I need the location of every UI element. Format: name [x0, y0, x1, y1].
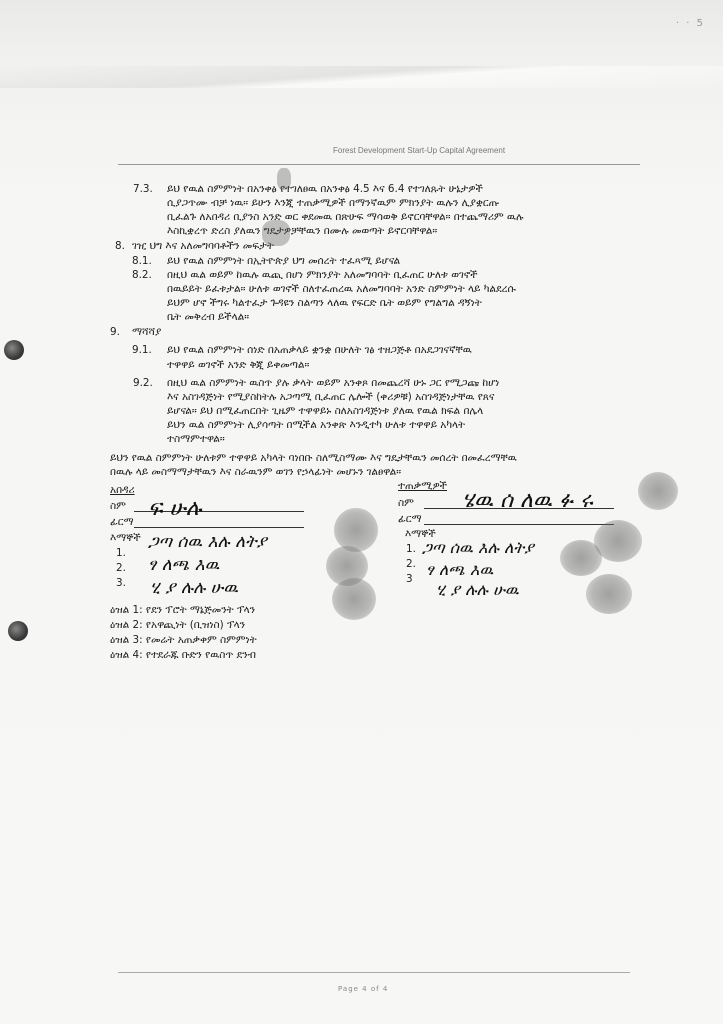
right-thumbprint: [638, 472, 678, 510]
clause-number: 7.3.: [133, 183, 153, 195]
page-number: Page 4 of 4: [338, 985, 389, 993]
clause-number: 8.2.: [132, 269, 152, 281]
clause-text: ማሻሻያ: [132, 326, 162, 338]
left-signature: ፍ ሁሉ: [148, 496, 202, 521]
left-sign-label: ፊርማ: [110, 516, 134, 528]
right-party-label: ተጠቃሚዎች: [398, 480, 448, 492]
left-witness-num: 2.: [116, 562, 126, 574]
header-title: Forest Development Start-Up Capital Agreement: [333, 146, 506, 155]
right-thumbprint: [586, 574, 632, 614]
clause-number: 8.: [115, 240, 125, 252]
left-thumbprint: [332, 578, 376, 620]
clause-text: እስኪቋረጥ ድረስ ያለዉን ግዴታዎቻቸዉን በሙሉ መወጣት ይኖርባቸዋል።: [167, 225, 438, 237]
clause-text: ተስማምተዋል።: [167, 433, 225, 445]
clause-text: ይሆናል። ይህ በሚፈጠርበት ጊዜም ተዋዋይኑ ስለአስገዳጅነቱ ያለዉ የዉል ክፍል በሌላ: [167, 405, 484, 417]
clause-number: 9.1.: [132, 344, 152, 356]
clause-text: ቢፈልጉ ለአበዳሪ ቢያንስ አንድ ወር ቀደመዉ በጽሁፍ ማሳወቅ ይኖርባቸዋል። በተጨማሪም ዉሉ: [167, 211, 524, 223]
clause-text: ቤት መቅረብ ይችላል።: [167, 311, 250, 323]
annex-item: ዕዝል 2: የአዋጪነት (ቢዝነስ) ፕላን: [110, 619, 246, 631]
punch-hole-bottom: [8, 621, 28, 641]
corner-mark: · · 5: [675, 18, 705, 29]
left-party-label: አበዳሪ: [110, 484, 135, 496]
right-witness-signature: ጋጣ ሰዉ እሉ ለትያ: [422, 538, 534, 557]
left-name-label: ስም: [110, 500, 126, 512]
left-witness-label: እማኞች: [110, 532, 141, 544]
clause-text: በዉይይት ይፈቱታል። ሁለቱ ወገኖች ስለተፈጠረዉ አለመግባባት አንድ ስምምነት ላይ ካልደረሱ: [167, 283, 516, 295]
clause-text: ገዢ ህግ እና አለመግባባቶችን መፍታት: [132, 240, 274, 252]
right-thumbprint: [560, 540, 602, 576]
ink-smudge: [277, 168, 291, 190]
right-name-label: ስም: [398, 497, 414, 509]
right-sign-line: [424, 524, 614, 525]
right-witness-signature: ፃ ለጫ እዉ: [426, 560, 494, 579]
header-rule: [118, 164, 640, 165]
annex-item: ዕዝል 3: የመሬት አጠቃቀም ስምምነት: [110, 634, 257, 646]
right-witness-label: እማኞች: [405, 528, 436, 540]
right-witness-num: 2.: [406, 558, 416, 570]
right-signature: ሄዉ ሰ ለዉ ፉ ሩ: [462, 488, 593, 513]
clause-number: 8.1.: [132, 255, 152, 267]
clause-text: ይህ የዉል ስምምነት በአንቀፅ የተገለፀዉ በአንቀፅ 4.5 እና 6.4 የተገለጹት ሁኔታዎች: [167, 183, 483, 195]
clause-text: ይህም ሆኖ ችግሩ ካልተፈታ ጉዳዩን ስልጣን ላለዉ የፍርድ ቤት ወይም የግልግል ዳኝነት: [167, 297, 482, 309]
clause-text: በዚህ ዉል ወይም ከዉሉ ዉጪ በሆነ ምክንያት አለመግባባት ቢፈጠር ሁለቱ ወገኖች: [167, 269, 478, 281]
paper-fold: [0, 66, 723, 88]
clause-number: 9.: [110, 326, 120, 338]
clause-text: ይህ የዉል ስምምነት በኢትዮጵያ ህግ መሰረት ተፈጻሚ ይሆናል: [167, 255, 401, 267]
footer-rule: [118, 972, 630, 973]
right-witness-signature: ሂ ያ ሉሉ ሁዉ: [436, 580, 519, 599]
clause-text: በዚህ ዉል ስምምነት ዉስጥ ያሉ ቃላት ወይም አንቀጾ በመጨረሻ ሁኑ ጋር የሚጋጩ ከሆነ: [167, 377, 500, 389]
left-sign-line: [134, 527, 304, 528]
annex-item: ዕዝል 4: የተደራጁ ቡድን የዉስጥ ደንብ: [110, 649, 256, 661]
right-witness-num: 1.: [406, 543, 416, 555]
closing-line: ይህን የዉል ስምምነት ሁለቱም ተዋዋይ አካላት ባነበቡ ስለሚስማሙ እና ግዴታቸዉን መሰረት በመፈረማቸዉ: [110, 452, 517, 464]
right-sign-label: ፊርማ: [398, 513, 422, 525]
clause-text: ተዋዋይ ወገኖች አንድ ቅጂ ይቀመጣል።: [167, 359, 310, 371]
clause-text: ይህ የዉል ስምምነት ሰነድ በአጠቃላይ ቋንቋ በሁለት ገፅ ተዘጋጅቶ በአደጋገናኛቸዉ: [167, 344, 472, 356]
left-witness-num: 3.: [116, 577, 126, 589]
left-witness-signature: ፃ ለጫ እዉ: [148, 555, 220, 575]
clause-text: እና አስገዳጅነት የሚያስከትሉ አጋጣሚ ቢፈጠር ሌሎች (ቀሪዎቹ) አስገዳጅነታቸዉ የጸና: [167, 391, 495, 403]
right-witness-num: 3: [406, 573, 413, 585]
ink-smudge: [262, 220, 290, 246]
punch-hole-top: [4, 340, 24, 360]
left-witness-num: 1.: [116, 547, 126, 559]
closing-line: በዉሉ ላይ መስማማታቸዉን እና ስራዉንም ወገን የኃላፊነት መሆኑን ገልፀዋል።: [110, 466, 402, 478]
clause-text: ሲያጋጥሙ ብቻ ነዉ። ይሁን እንጂ ተጠቃሚዎች በማንኛዉም ምክንያት ዉሉን ሊያቋርጡ: [167, 197, 500, 209]
clause-number: 9.2.: [133, 377, 153, 389]
annex-item: ዕዝል 1: የደን ፕሮት ማኔጅመንት ፕላን: [110, 604, 256, 616]
left-witness-signature: ሂ ያ ሉሉ ሁዉ: [150, 578, 238, 598]
left-thumbprint: [334, 508, 378, 552]
left-witness-signature: ጋጣ ሰዉ እሉ ለትያ: [148, 532, 267, 552]
clause-text: ይህን ዉል ስምምነት ሊያሳጣት በሚችል አንቀጽ እንዲተካ ሁለቱ ተዋዋይ አካላት: [167, 419, 466, 431]
